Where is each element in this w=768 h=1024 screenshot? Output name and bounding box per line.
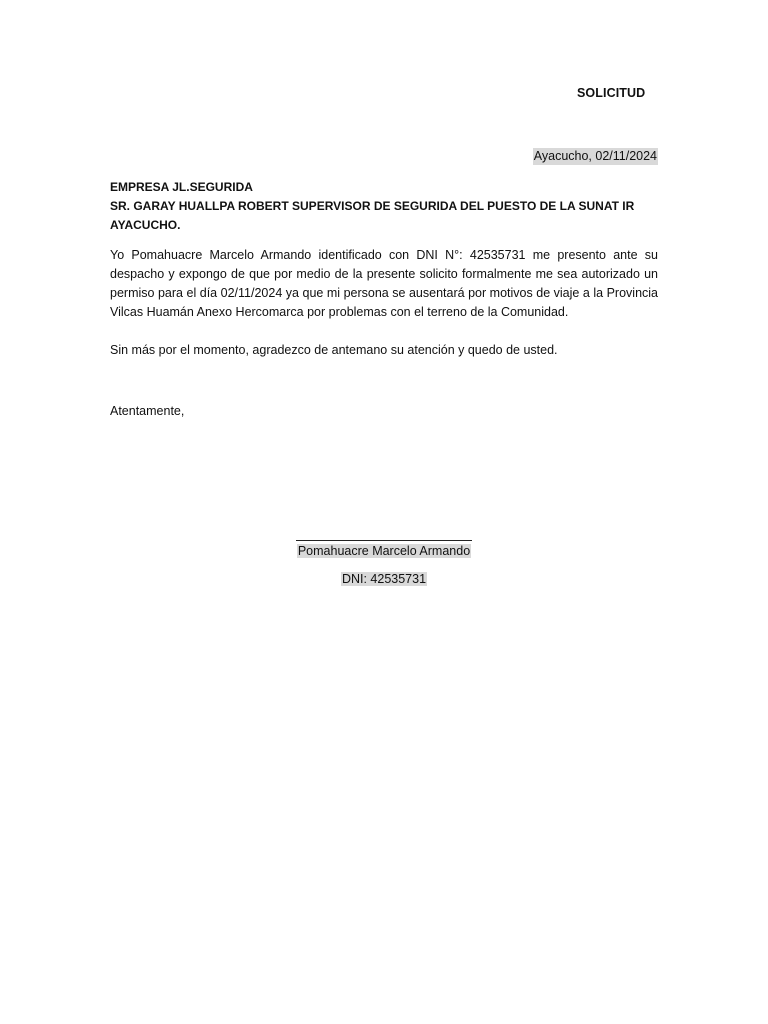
signature-dni-text: DNI: 42535731 <box>341 572 427 586</box>
signature-line <box>296 540 472 541</box>
recipient-company: EMPRESA JL.SEGURIDA <box>110 180 253 194</box>
recipient-block <box>110 178 658 235</box>
document-title: SOLICITUD <box>577 86 646 100</box>
closing-sentence: Sin más por el momento, agradezco de antemano su atención y quedo de usted. <box>110 343 558 357</box>
regards-text: Atentamente, <box>110 404 185 418</box>
body-prefix: Yo <box>110 248 132 262</box>
recipient-location: AYACUCHO. <box>110 218 181 232</box>
signature-name-text: Pomahuacre Marcelo Armando <box>297 544 471 558</box>
signature-name <box>0 543 768 560</box>
body-paragraph <box>110 246 658 322</box>
signature-dni <box>0 571 768 588</box>
body-rest: identificado con DNI N°: 42535731 me presento ante su despacho y expongo de que por medio de la presente solicito formalmente me sea autorizado un permiso para el día 02/11/2024 ya que mi persona se ausentará por motivos de viaje a la Provincia Vilcas Huamán Anexo Hercomarca por problemas con el terreno de la Comunidad. <box>110 248 658 319</box>
recipient-person: SR. GARAY HUALLPA ROBERT SUPERVISOR DE SEGURIDA DEL PUESTO DE LA SUNAT IR <box>110 199 635 213</box>
document-date: Ayacucho, 02/11/2024 <box>533 149 657 163</box>
body-applicant-name: Pomahuacre Marcelo Armando <box>131 248 312 262</box>
